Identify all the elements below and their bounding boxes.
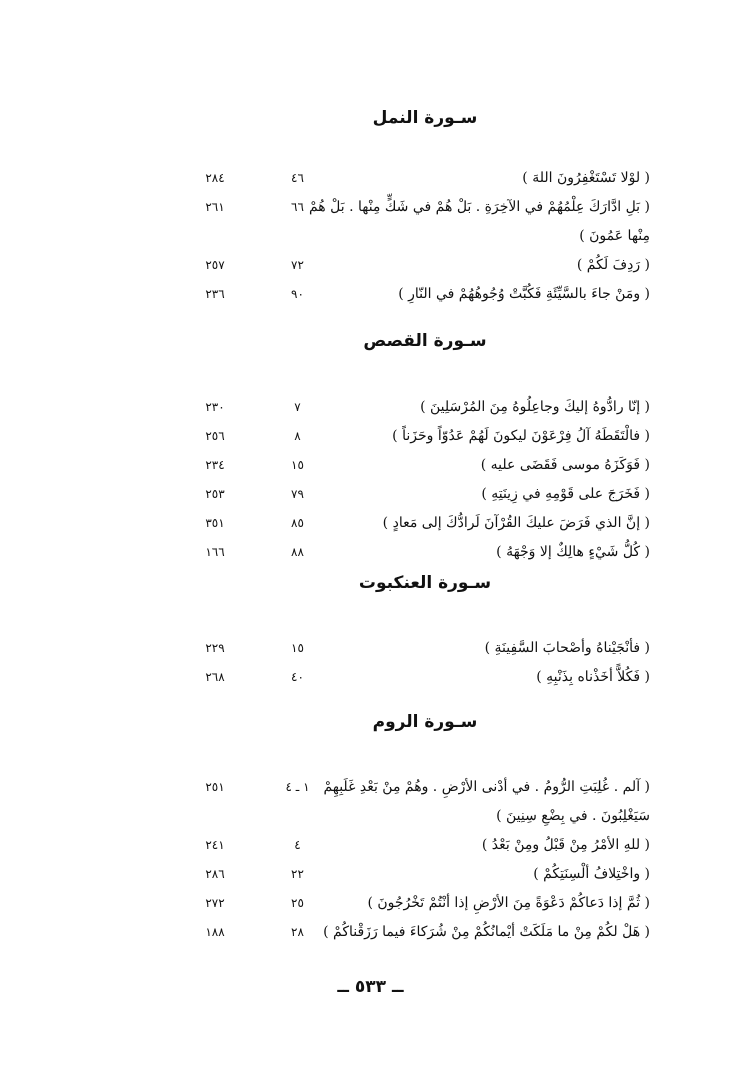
- ayah-number: ١٥: [291, 458, 304, 472]
- ayah-number: ٦٦: [291, 200, 304, 214]
- ayah-number: ١٥: [291, 641, 304, 655]
- verse-text: ( هَلْ لكُمْ مِنْ ما مَلَكَتْ أيْمانُكُمْ مِنْ شُرَكاءَ فيما رَزَقْناكُمْ ): [323, 924, 650, 940]
- ayah-number: ٢٥: [291, 896, 304, 910]
- section-title: سـورة القصص: [363, 331, 487, 351]
- table-row: [190, 634, 660, 663]
- verse-text: ( آلم . غُلِبَتِ الرُّومُ . في أدْنى الأرْضِ . وهُمْ مِنْ بَعْدِ غَلَبِهِمْ سَيَغْلِبُونَ . في بِضْعِ سِنِينَ ): [323, 779, 650, 824]
- entry-list: [190, 634, 660, 692]
- table-row: [190, 860, 660, 889]
- section-title: سـورة النمل: [372, 108, 478, 128]
- page-reference: ٢٤١: [205, 838, 225, 852]
- verse-text: ( ثُمَّ إذا دَعاكُمْ دَعْوَةً مِنَ الأرْضِ إذا أنْتُمْ تَخْرُجُونَ ): [367, 895, 650, 911]
- table-row: [190, 889, 660, 918]
- page-reference: ٢٧٢: [205, 896, 225, 910]
- table-row: [190, 280, 660, 309]
- section-title: سـورة العنكبوت: [358, 573, 492, 593]
- verse-text: ( إنَّ الذي فَرَضَ عليكَ القُرْآنَ لَرادُّكَ إلى مَعادٍ ): [382, 515, 650, 531]
- page-reference: ٢٢٩: [205, 641, 225, 655]
- section-rum: [190, 710, 660, 976]
- table-row: [190, 831, 660, 860]
- entry-list: [190, 773, 660, 976]
- verse-text: ( فَوَكَزَهُ موسى فَقَضَى عليه ): [480, 457, 650, 473]
- verse-text: ( رَدِفَ لَكُمْ ): [576, 257, 650, 273]
- page-reference: ٢٥٧: [205, 258, 225, 272]
- table-row: [190, 164, 660, 193]
- ayah-number: ٨٨: [291, 545, 304, 559]
- entry-list: [190, 164, 660, 309]
- table-row: [190, 663, 660, 692]
- verse-text: ( ومَنْ جاءَ بالسَّيِّئَةِ فَكُبَّتْ وُجُوهُهُمْ في النّارِ ): [398, 286, 650, 302]
- page-reference: ٢٨٦: [205, 867, 225, 881]
- ayah-number: ٧: [294, 400, 301, 414]
- verse-text: ( فأنْجَيْناهُ وأصْحابَ السَّفِينَةِ ): [484, 640, 650, 656]
- table-row: [190, 193, 660, 251]
- page-reference: ٢٥٦: [205, 429, 225, 443]
- verse-text: ( واخْتِلافُ ألْسِنَتِكُمْ ): [533, 866, 650, 882]
- verse-text: ( كُلُّ شَيْءٍ هالِكٌ إلا وَجْهَهُ ): [496, 544, 650, 560]
- ayah-number: ٤٠: [291, 670, 304, 684]
- verse-text: ( إنّا رادُّوهُ إليكَ وجاعِلُوهُ مِنَ المُرْسَلِينَ ): [420, 399, 650, 415]
- page-reference: ٢٣٦: [205, 287, 225, 301]
- verse-text: ( فالْتَقَطَهُ آلُ فِرْعَوْنَ ليكونَ لَهُمْ عَدُوّاً وحَزَناً ): [392, 428, 650, 444]
- verse-text: ( بَلِ ادَّارَكَ عِلْمُهُمْ في الآخِرَةِ . بَلْ هُمْ في شَكٍّ مِنْها . بَلْ هُمْ مِنْها عَمُونَ ): [308, 199, 650, 244]
- page-number: ــ ٥٣٣ ــ: [337, 977, 404, 997]
- page-reference: ٢٥١: [205, 780, 225, 794]
- section-ankabut: [190, 571, 660, 692]
- page-reference: ٢٦٨: [205, 670, 225, 684]
- page-reference: ١٨٨: [205, 925, 225, 939]
- ayah-number: ٤٦: [291, 171, 304, 185]
- page-reference: ١٦٦: [205, 545, 225, 559]
- table-row: [190, 509, 660, 538]
- verse-text: ( للهِ الأمْرُ مِنْ قَبْلُ ومِنْ بَعْدُ ): [481, 837, 650, 853]
- ayah-number: ٨: [294, 429, 301, 443]
- ayah-number: ١ ـ ٤: [285, 780, 310, 794]
- section-title: سـورة الروم: [372, 712, 478, 732]
- table-row: [190, 451, 660, 480]
- page-reference: ٢٨٤: [205, 171, 225, 185]
- page-reference: ٢٥٣: [205, 487, 225, 501]
- table-row: [190, 251, 660, 280]
- ayah-number: ٧٩: [291, 487, 304, 501]
- page-reference: ٢٣٤: [205, 458, 225, 472]
- table-row: [190, 480, 660, 509]
- entry-list: [190, 393, 660, 567]
- verse-text: ( فَخَرَجَ على قَوْمِهِ في زِينَتِهِ ): [481, 486, 650, 502]
- verse-text: ( فَكُلاًّ أخَذْناه بِذَنْبِهِ ): [536, 669, 650, 685]
- ayah-number: ٨٥: [291, 516, 304, 530]
- ayah-number: ٤: [294, 838, 301, 852]
- page-reference: ٢٦١: [205, 200, 225, 214]
- page-reference: ٢٣٠: [205, 400, 225, 414]
- page-reference: ٣٥١: [205, 516, 225, 530]
- table-row: [190, 393, 660, 422]
- ayah-number: ٩٠: [291, 287, 304, 301]
- ayah-number: ٢٨: [291, 925, 304, 939]
- table-row: [190, 538, 660, 567]
- table-row: [190, 918, 660, 976]
- ayah-number: ٢٢: [291, 867, 304, 881]
- section-qasas: [190, 329, 660, 567]
- verse-text: ( لوْلا تَسْتَغْفِرُونَ اللهَ ): [522, 170, 650, 186]
- table-row: [190, 773, 660, 831]
- ayah-number: ٧٢: [291, 258, 304, 272]
- section-naml: [190, 106, 660, 309]
- table-row: [190, 422, 660, 451]
